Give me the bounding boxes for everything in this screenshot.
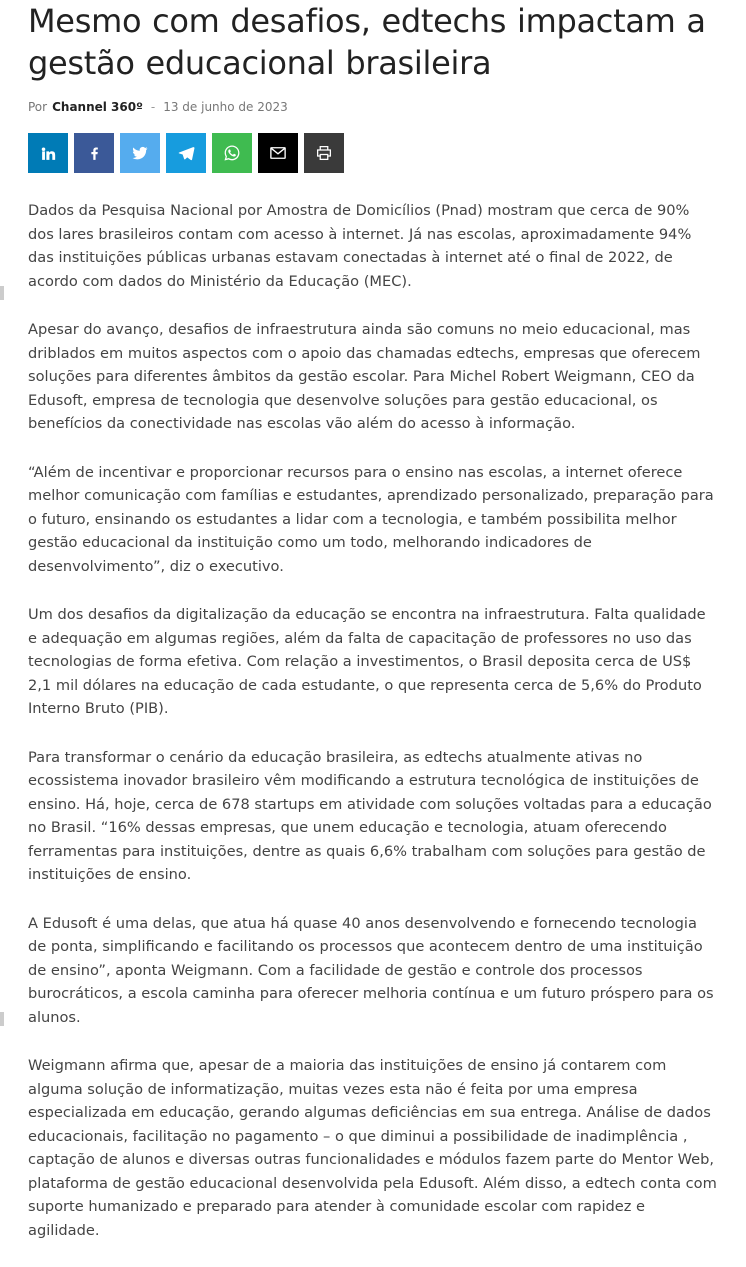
share-facebook-button[interactable] bbox=[74, 133, 114, 173]
article-paragraph: Apesar do avanço, desafios de infraestrutura ainda são comuns no meio educacional, mas driblados em muitos aspectos com o apoio das chamadas edtechs, empresas que oferecem soluções para diferentes âmbitos da gestão escolar. Para Michel Robert Weigmann, CEO da Edusoft, empresa de tecnologia que desenvolve soluções para gestão educacional, os benefícios da conectividade nas escolas vão além do acesso à informação. bbox=[28, 321, 701, 432]
twitter-icon bbox=[131, 144, 149, 162]
share-linkedin-button[interactable] bbox=[28, 133, 68, 173]
linkedin-icon bbox=[40, 145, 57, 162]
byline bbox=[28, 100, 718, 114]
share-email-button[interactable] bbox=[258, 133, 298, 173]
article-paragraph: Para transformar o cenário da educação brasileira, as edtechs atualmente ativas no ecossistema inovador brasileiro vêm modificando a estrutura tecnológica de instituições de ensino. Há, hoje, cerca de 678 startups em atividade com soluções voltadas para a educação no Brasil. “16% dessas empresas, que unem educação e tecnologia, atuam oferecendo ferramentas para instituições, dentre as quais 6,6% trabalham com soluções para gestão de instituições de ensino. bbox=[28, 748, 712, 883]
article-paragraph: Um dos desafios da digitalização da educação se encontra na infraestrutura. Falta qualidade e adequação em algumas regiões, além da falta de capacitação de professores no uso das tecnologias de forma efetiva. Com relação a investimentos, o Brasil deposita cerca de US$ 2,1 mil dólares na educação de cada estudante, o que representa cerca de 5,6% do Produto Interno Bruto (PIB). bbox=[28, 606, 706, 717]
print-button[interactable] bbox=[304, 133, 344, 173]
left-edge-marker-bottom bbox=[0, 1012, 4, 1026]
telegram-icon bbox=[177, 144, 195, 162]
article-paragraph: Weigmann afirma que, apesar de a maioria das instituições de ensino já contarem com alguma solução de informatização, muitas vezes esta não é feita por uma empresa especializada em educação, gerando algumas deficiências em sua entrega. Análise de dados educacionais, facilitação no pagamento – o que diminui a possibilidade de inadimplência , captação de alunos e diversas outras funcionalidades e módulos fazem parte do Mentor Web, plataforma de gestão educacional desenvolvida pela Edusoft. Além disso, a edtech conta com suporte humanizado e preparado para atender à comunidade escolar com rapidez e agilidade. bbox=[28, 1057, 717, 1239]
left-edge-marker-top bbox=[0, 286, 4, 300]
share-telegram-button[interactable] bbox=[166, 133, 206, 173]
byline-by-label: Por bbox=[28, 100, 48, 114]
author-link[interactable]: Channel 360º bbox=[52, 100, 143, 114]
article-paragraph: “Além de incentivar e proporcionar recursos para o ensino nas escolas, a internet oferece melhor comunicação com famílias e estudantes, aprendizado personalizado, preparação para o futuro, ensinando os estudantes a lidar com a tecnologia, e também possibilita melhor gestão educacional da instituição como um todo, melhorando indicadores de desenvolvimento”, diz o executivo. bbox=[28, 463, 714, 575]
article-paragraph: A Edusoft é uma delas, que atua há quase 40 anos desenvolvendo e fornecendo tecnologia de ponta, simplificando e facilitando os processos que acontecem dentro de uma instituição de ensino”, aponta Weigmann. Com a facilidade de gestão e controle dos processos burocráticos, a escola caminha para oferecer melhoria contínua e um futuro próspero para os alunos. bbox=[28, 914, 714, 1026]
share-twitter-button[interactable] bbox=[120, 133, 160, 173]
article-paragraph: Dados da Pesquisa Nacional por Amostra de Domicílios (Pnad) mostram que cerca de 90% dos lares brasileiros contam com acesso à internet. Já nas escolas, aproximadamente 94% das instituições públicas urbanas estavam conectadas à internet até o final de 2022, de acordo com dados do Ministério da Educação (MEC). bbox=[28, 202, 692, 290]
article-body bbox=[28, 199, 718, 1242]
whatsapp-icon bbox=[223, 144, 241, 162]
facebook-icon bbox=[86, 145, 103, 162]
page-title: Mesmo com desafios, edtechs impactam a gestão educacional brasileira bbox=[28, 2, 706, 82]
publish-date: 13 de junho de 2023 bbox=[163, 100, 288, 114]
share-buttons bbox=[28, 133, 718, 173]
share-whatsapp-button[interactable] bbox=[212, 133, 252, 173]
envelope-icon bbox=[269, 144, 287, 162]
byline-separator: - bbox=[150, 100, 156, 114]
printer-icon bbox=[315, 144, 333, 162]
